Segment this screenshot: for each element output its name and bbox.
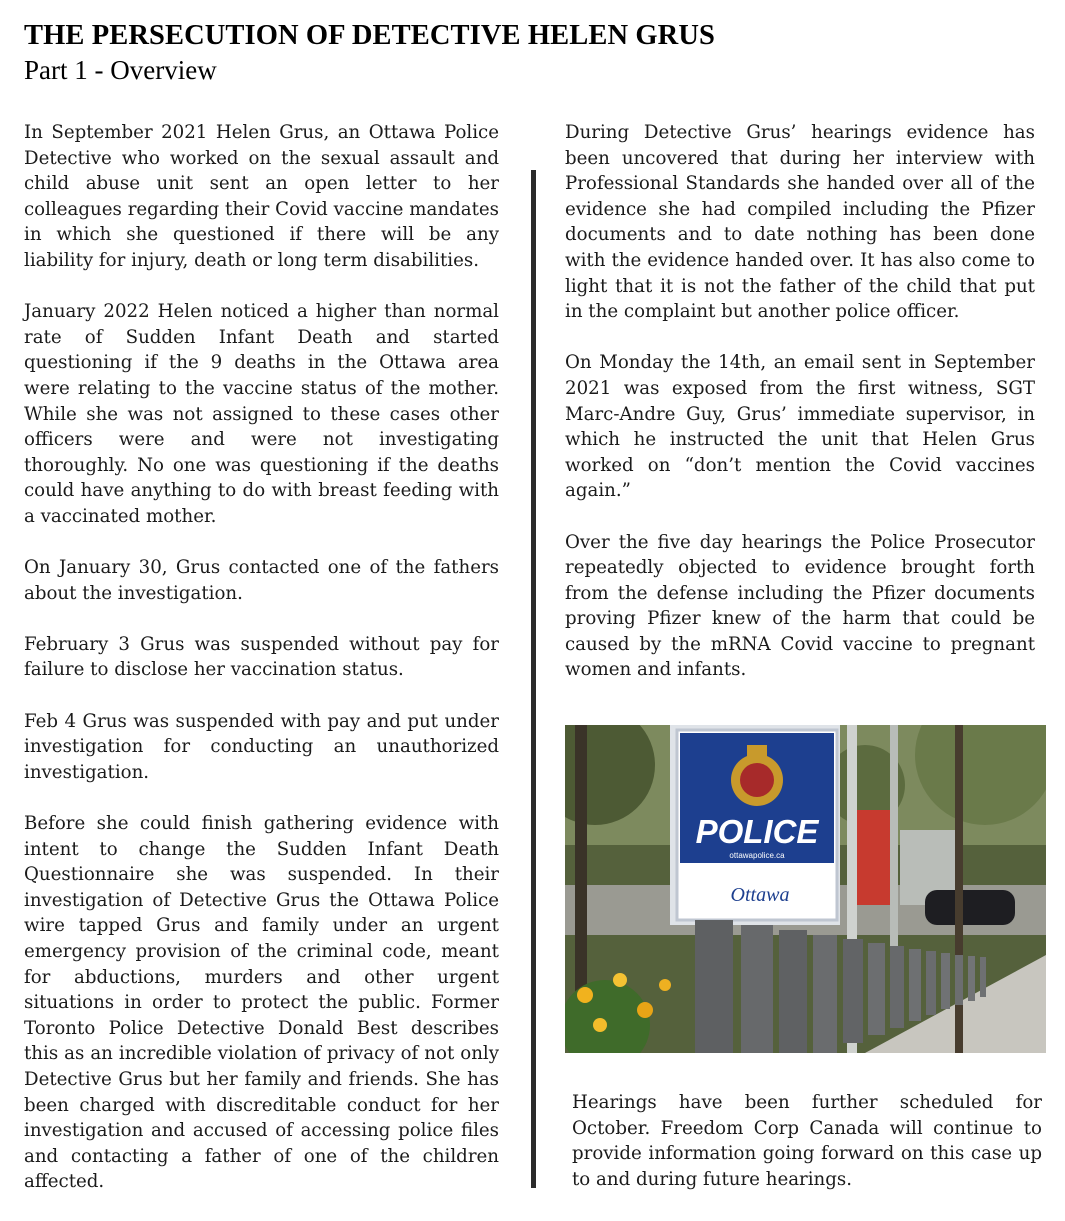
- paragraph: On Monday the 14th, an email sent in September 2021 was exposed from the first witness, SGT Marc-Andre Guy, Grus’ immediate supervisor, in which he instructed the unit that Helen Grus worked on “don’t mention the Covid vaccines again.”: [565, 352, 1035, 502]
- left-column: [24, 120, 499, 1221]
- right-column: [565, 120, 1035, 709]
- paragraph: On January 30, Grus contacted one of the fathers about the investigation.: [24, 557, 499, 604]
- paragraph: January 2022 Helen noticed a higher than normal rate of Sudden Infant Death and started questioning if the 9 deaths in the Ottawa area were relating to the vaccine status of the mother. While she was not assigned to these cases other officers were and were not investigating thoroughly. No one was questioning if the deaths could have anything to do with breast feeding with a vaccinated mother.: [24, 301, 499, 527]
- paragraph: During Detective Grus’ hearings evidence has been uncovered that during her interview with Professional Standards she handed over all of the evidence she had compiled including the Pfizer documents and to date nothing has been done with the evidence handed over. It has also come to light that it is not the father of the child that put in the complaint but another police officer.: [565, 122, 1035, 323]
- page-title: THE PERSECUTION OF DETECTIVE HELEN GRUS: [24, 20, 715, 51]
- paragraph: Before she could finish gathering evidence with intent to change the Sudden Infant Death Questionnaire she was suspended. In their investigation of Detective Grus the Ottawa Police wire tapped Grus and family under an urgent emergency provision of the criminal code, meant for abductions, murders and other urgent situations in order to protect the public. Former Toronto Police Detective Donald Best describes this as an incredible violation of privacy of not only Detective Grus but her family and friends. She has been charged with discreditable conduct for her investigation and accused of accessing police files and contacting a father of one of the children affected.: [24, 813, 499, 1193]
- sign-city-text: Ottawa: [730, 884, 790, 906]
- paragraph: In September 2021 Helen Grus, an Ottawa Police Detective who worked on the sexual assault and child abuse unit sent an open letter to her colleagues regarding their Covid vaccine mandates in which she questioned if there will be any liability for injury, death or long term disabilities.: [24, 122, 499, 271]
- police-sign-photo: [565, 725, 1046, 1053]
- closing-paragraph: Hearings have been further scheduled for October. Freedom Corp Canada will continue to provide information going forward on this case up to and during future hearings.: [572, 1092, 1042, 1190]
- paragraph: Feb 4 Grus was suspended with pay and put under investigation for conducting an unauthorized investigation.: [24, 710, 499, 783]
- paragraph: Over the five day hearings the Police Prosecutor repeatedly objected to evidence brought forth from the defense including the Pfizer documents proving Pfizer knew of the harm that could be caused by the mRNA Covid vaccine to pregnant women and infants.: [565, 531, 1035, 681]
- page-subtitle: Part 1 - Overview: [24, 55, 217, 85]
- sign-police-text: POLICE: [695, 813, 819, 850]
- column-divider: [531, 170, 536, 1188]
- paragraph: February 3 Grus was suspended without pay for failure to disclose her vaccination status.: [24, 633, 499, 681]
- sign-url-text: ottawapolice.ca: [729, 851, 785, 860]
